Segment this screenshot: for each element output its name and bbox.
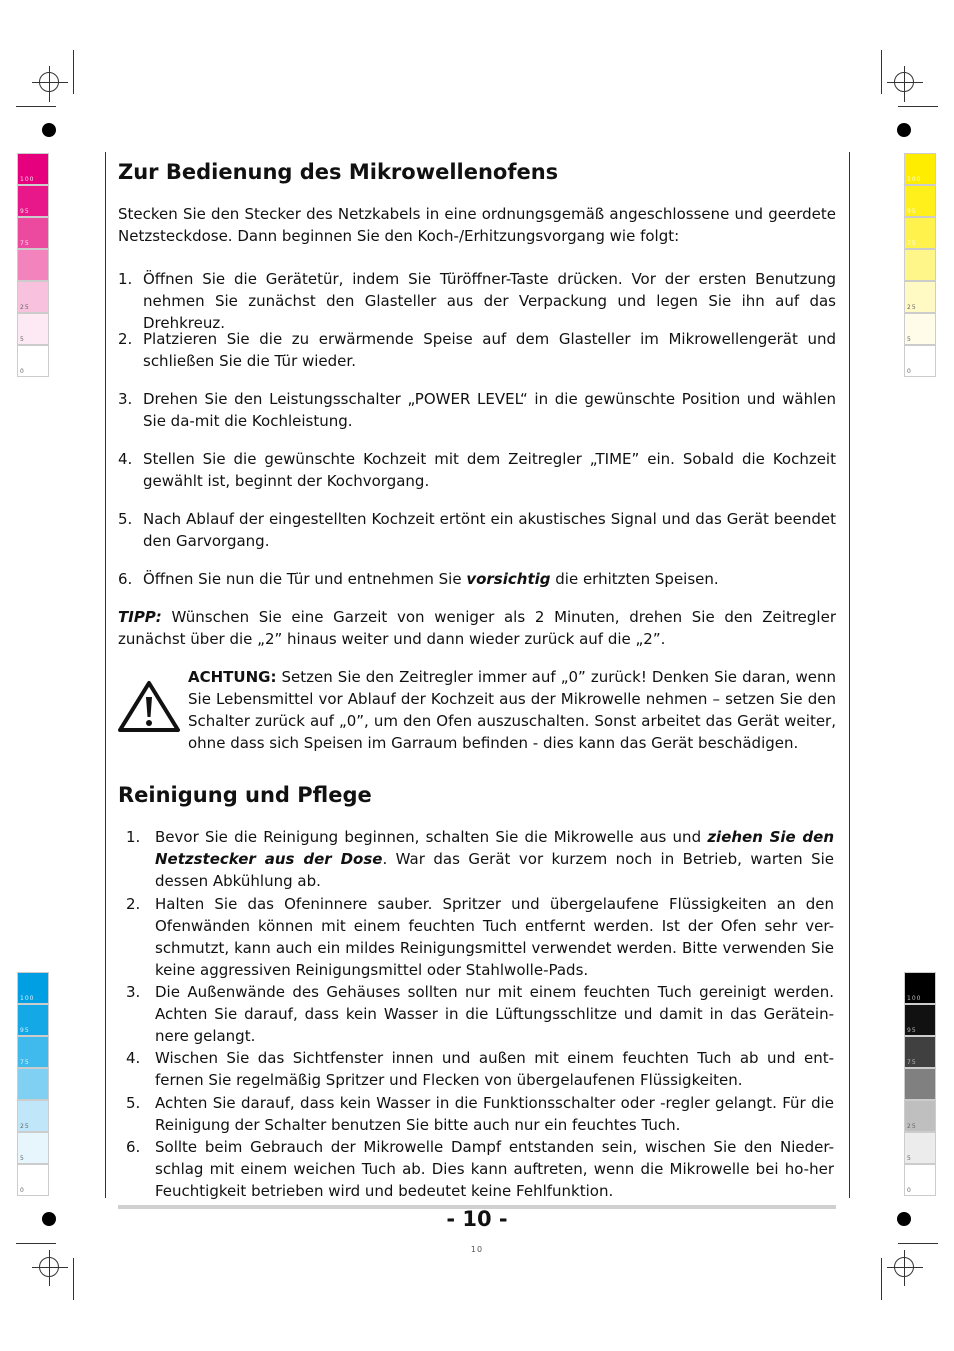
color-swatch-label: 75 xyxy=(20,1059,30,1066)
step-text: Drehen Sie den Leistungsschalter „POWER LEVEL“ in die gewünschte Position und wählen Sie da-mit die Kochleistung. xyxy=(143,390,836,430)
page-number: - 10 - xyxy=(446,1207,508,1231)
list-item xyxy=(126,1092,834,1136)
color-swatch xyxy=(17,185,49,217)
step-text: Die Außenwände des Gehäuses sollten nur mit einem feuchten Tuch gereinigt werden. Achten Sie darauf, dass kein Wasser in die Lüftungsschlitze und damit in das Gerätein-nere gelangt. xyxy=(155,983,834,1045)
step-number: 1. xyxy=(118,270,133,288)
color-swatch-label: 0 xyxy=(20,1187,25,1194)
list-item xyxy=(118,268,836,334)
color-swatch-label: 100 xyxy=(907,176,922,183)
list-item xyxy=(118,388,836,432)
warning-text: Setzen Sie den Zeitregler immer auf „0” zurück! Denken Sie daran, wenn Sie Lebensmittel vor Ablauf der Kochzeit aus der Mikrowelle nehmen – setzen Sie den Schalter zurück auf „0”, um den Ofen auszuschalten. Sonst arbeitet das Gerät weiter, ohne dass sich Speisen im Garraum befinden - dies kann das Gerät beschädigen. xyxy=(188,668,836,752)
step-text: Wischen Sie das Sichtfenster innen und außen mit einem feuchten Tuch ab und ent-fernen Sie regelmäßig Spritzer und Flecken von übergelaufenen Flüssigkeiten. xyxy=(155,1049,834,1089)
color-swatch-label: 100 xyxy=(20,176,35,183)
color-swatch-label: 5 xyxy=(907,336,912,343)
step-text: Bevor Sie die Reinigung beginnen, schalten Sie die Mikrowelle aus und ziehen Sie den Netzstecker aus der Dose. War das Gerät vor kurzem noch in Betrieb, warten Sie dessen Abkühlung ab. xyxy=(155,828,834,890)
color-swatch xyxy=(17,1068,49,1100)
color-swatch xyxy=(17,1100,49,1132)
step-text: Öffnen Sie nun die Tür und entnehmen Sie vorsichtig die erhitzten Speisen. xyxy=(143,570,719,588)
section-heading-cleaning: Reinigung und Pflege xyxy=(118,783,372,807)
color-swatch xyxy=(17,281,49,313)
step-number: 4. xyxy=(126,1049,141,1067)
color-swatch xyxy=(17,972,49,1004)
section-heading-operation: Zur Bedienung des Mikrowellenofens xyxy=(118,160,559,184)
color-swatch xyxy=(904,1164,936,1196)
color-swatch-label: 5 xyxy=(20,1155,25,1162)
color-swatch xyxy=(17,313,49,345)
tip-paragraph xyxy=(118,606,836,650)
step-number: 6. xyxy=(118,570,133,588)
registration-dot-icon xyxy=(897,123,911,137)
color-swatch xyxy=(904,217,936,249)
color-swatch xyxy=(17,1132,49,1164)
registration-dot-icon xyxy=(42,123,56,137)
step-number: 2. xyxy=(118,330,133,348)
emphasis-text: vorsichtig xyxy=(466,570,551,588)
color-swatch-label: 100 xyxy=(907,995,922,1002)
color-swatch-label: 100 xyxy=(20,995,35,1002)
step-number: 6. xyxy=(126,1138,141,1156)
color-swatch xyxy=(904,249,936,281)
color-swatch-label: 95 xyxy=(907,1027,917,1034)
color-swatch xyxy=(17,217,49,249)
color-swatch-label: 0 xyxy=(907,1187,912,1194)
color-swatch xyxy=(17,1036,49,1068)
step-text: Halten Sie das Ofeninnere sauber. Spritzer und übergelaufene Flüssigkeiten an den Ofenwänden können mit einem feuchten Tuch entfernt werden. Ist der Ofen sehr ver-schmutzt, kann auch ein mildes Reinigungsmittel verwendet werden. Bitte verwenden Sie keine aggressiven Reinigungsmittel oder Stahlwolle-Pads. xyxy=(155,895,834,979)
step-text: Platzieren Sie die zu erwärmende Speise auf dem Glasteller im Mikrowellengerät und schließen Sie die Tür wieder. xyxy=(143,330,836,370)
color-swatch-label: 0 xyxy=(907,368,912,375)
color-swatch xyxy=(904,972,936,1004)
warning-paragraph xyxy=(188,666,836,754)
step-number: 3. xyxy=(126,983,141,1001)
color-swatch xyxy=(904,1004,936,1036)
tip-label: TIPP: xyxy=(118,608,162,626)
step-number: 3. xyxy=(118,390,133,408)
step-number: 5. xyxy=(126,1094,141,1112)
color-swatch-label: 75 xyxy=(20,240,30,247)
step-text: Nach Ablauf der eingestellten Kochzeit ertönt ein akustisches Signal und das Gerät beendet den Garvorgang. xyxy=(143,510,836,550)
tip-text: Wünschen Sie eine Garzeit von weniger als 2 Minuten, drehen Sie den Zeitregler zunächst über die „2” hinaus weiter und dann wieder zurück auf die „2”. xyxy=(118,608,836,648)
list-item xyxy=(126,1136,834,1202)
color-swatch-label: 75 xyxy=(907,1059,917,1066)
color-swatch xyxy=(17,1164,49,1196)
color-swatch xyxy=(904,1100,936,1132)
color-swatch-label: 5 xyxy=(20,336,25,343)
warning-label: ACHTUNG: xyxy=(188,668,277,686)
color-swatch-label: 25 xyxy=(20,1123,30,1130)
list-item xyxy=(118,448,836,492)
color-swatch-label: 75 xyxy=(907,240,917,247)
list-item xyxy=(118,508,836,552)
color-swatch xyxy=(17,153,49,185)
step-number: 5. xyxy=(118,510,133,528)
step-text: Öffnen Sie die Gerätetür, indem Sie Türöffner-Taste drücken. Vor der ersten Benutzung nehmen Sie zunächst den Glasteller aus der Verpackung und legen Sie ihn auf das Drehkreuz. xyxy=(143,270,836,332)
color-swatch-label: 25 xyxy=(20,304,30,311)
step-text: Sollte beim Gebrauch der Mikrowelle Dampf entstanden sein, wischen Sie den Nieder-schlag mit einem weichen Tuch ab. Dies kann auftreten, wenn die Mikrowelle bei ho-her Feuchtigkeit betrieben wird und bedeutet keine Fehlfunktion. xyxy=(155,1138,834,1200)
list-item xyxy=(118,328,836,372)
color-swatch-label: 25 xyxy=(907,1123,917,1130)
color-swatch-label: 95 xyxy=(20,208,30,215)
list-item xyxy=(118,568,836,590)
list-item xyxy=(126,1047,834,1091)
step-number: 2. xyxy=(126,895,141,913)
color-swatch-label: 95 xyxy=(907,208,917,215)
color-swatch xyxy=(904,153,936,185)
color-swatch xyxy=(17,249,49,281)
list-item xyxy=(126,981,834,1047)
step-number: 1. xyxy=(126,828,141,846)
color-swatch-label: 25 xyxy=(907,304,917,311)
intro-paragraph: Stecken Sie den Stecker des Netzkabels in eine ordnungsgemäß angeschlossene und geerdete Netzsteckdose. Dann beginnen Sie den Koch-/Erhitzungsvorgang wie folgt: xyxy=(118,205,836,245)
color-swatch xyxy=(904,1132,936,1164)
emphasis-text: ziehen Sie den Netzstecker aus der Dose xyxy=(155,828,834,868)
step-number: 4. xyxy=(118,450,133,468)
color-swatch xyxy=(904,1068,936,1100)
list-item xyxy=(126,826,834,892)
color-swatch-label: 0 xyxy=(20,368,25,375)
color-swatch xyxy=(904,185,936,217)
color-swatch xyxy=(904,345,936,377)
step-text: Stellen Sie die gewünschte Kochzeit mit dem Zeitregler „TIME” ein. Sobald die Kochzeit gewählt ist, beginnt der Kochvorgang. xyxy=(143,450,836,490)
warning-icon xyxy=(117,679,181,737)
color-swatch xyxy=(904,281,936,313)
footer-small-number: 10 xyxy=(470,1245,484,1254)
color-swatch-label: 5 xyxy=(907,1155,912,1162)
color-swatch-label: 95 xyxy=(20,1027,30,1034)
step-text: Achten Sie darauf, dass kein Wasser in die Funktionsschalter oder -regler gelangt. Für die Reinigung der Schalter benutzen Sie bitte auch nur ein feuchtes Tuch. xyxy=(155,1094,834,1134)
list-item xyxy=(126,893,834,981)
color-swatch xyxy=(17,1004,49,1036)
color-swatch xyxy=(17,345,49,377)
color-swatch xyxy=(904,1036,936,1068)
color-swatch xyxy=(904,313,936,345)
